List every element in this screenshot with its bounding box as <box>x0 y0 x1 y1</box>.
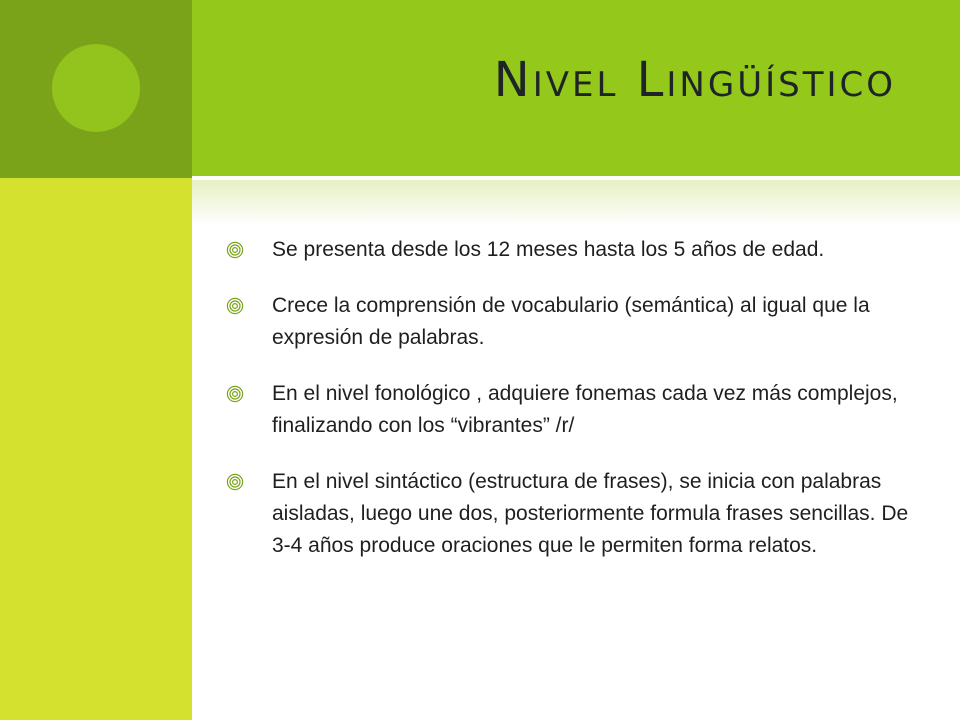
slide-title: Nivel Lingüístico <box>493 52 896 108</box>
bullet-text: En el nivel fonológico , adquiere fonemas cada vez más complejos, finalizando con los “vibrantes” /r/ <box>272 382 898 437</box>
bullet-item <box>226 290 916 354</box>
bullet-item <box>226 234 916 266</box>
title-bar <box>192 0 960 176</box>
bullet-text: En el nivel sintáctico (estructura de frases), se inicia con palabras aisladas, luego une dos, posteriormente formula frases sencillas. De 3-4 años produce oraciones que le permiten forma relatos. <box>272 470 909 557</box>
bullet-list <box>226 234 916 586</box>
corner-block <box>0 0 192 178</box>
concentric-circle-bullet-icon <box>226 297 244 315</box>
concentric-circle-bullet-icon <box>226 473 244 491</box>
bullet-text: Se presenta desde los 12 meses hasta los 5 años de edad. <box>272 238 825 261</box>
concentric-circle-bullet-icon <box>226 241 244 259</box>
gradient-band <box>192 180 960 226</box>
bullet-item <box>226 466 916 562</box>
concentric-circle-bullet-icon <box>226 385 244 403</box>
bullet-text: Crece la comprensión de vocabulario (semántica) al igual que la expresión de palabras. <box>272 294 870 349</box>
left-accent-strip <box>0 178 192 720</box>
decorative-circle <box>52 44 140 132</box>
bullet-item <box>226 378 916 442</box>
